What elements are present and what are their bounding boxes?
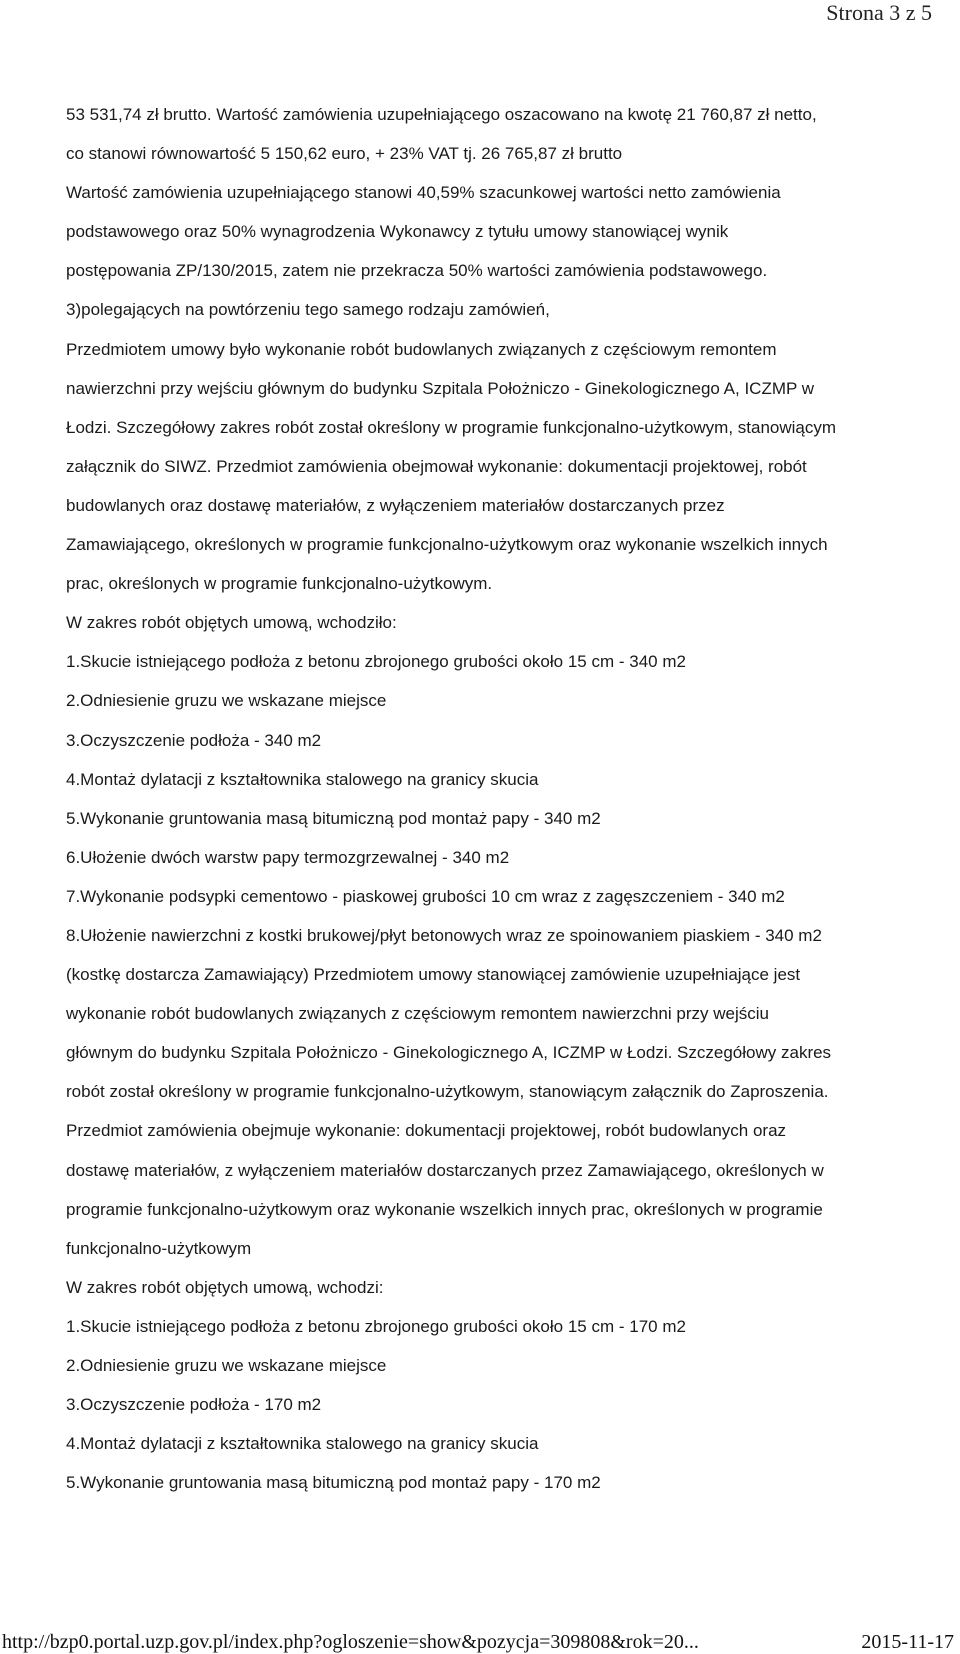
body-line: funkcjonalno-użytkowym [66,1238,252,1258]
body-line: Zamawiającego, określonych w programie funkcjonalno-użytkowym oraz wykonanie wszelkich innych [66,535,828,555]
list-item: 6.Ułożenie dwóch warstw papy termozgrzewalnej - 340 m2 [66,847,510,867]
body-line: (kostkę dostarcza Zamawiający) Przedmiotem umowy stanowiącej zamówienie uzupełniające jest [66,965,801,985]
body-line: postępowania ZP/130/2015, zatem nie przekracza 50% wartości zamówienia podstawowego. [66,261,768,281]
body-line: nawierzchni przy wejściu głównym do budynku Szpitala Położniczo - Ginekologicznego A, ICZMP w [66,378,815,398]
list-item: 1.Skucie istniejącego podłoża z betonu zbrojonego grubości około 15 cm - 340 m2 [66,652,686,672]
body-line: budowlanych oraz dostawę materiałów, z wyłączeniem materiałów dostarczanych przez [66,495,725,515]
footer-url: http://bzp0.portal.uzp.gov.pl/index.php?ogloszenie=show&pozycja=309808&rok=20... [2,1631,699,1653]
body-line: Przedmiot zamówienia obejmuje wykonanie: dokumentacji projektowej, robót budowlanych oraz [66,1121,787,1141]
list-item: 7.Wykonanie podsypki cementowo - piaskowej grubości 10 cm wraz z zagęszczeniem - 340 m2 [66,886,785,906]
body-line: 3)polegających na powtórzeniu tego samego rodzaju zamówień, [66,300,550,320]
list-item: 3.Oczyszczenie podłoża - 340 m2 [66,730,322,750]
list-heading: W zakres robót objętych umową, wchodzi: [66,1277,384,1297]
body-line: 53 531,74 zł brutto. Wartość zamówienia uzupełniającego oszacowano na kwotę 21 760,87 zł netto, [66,105,817,124]
list-item: 5.Wykonanie gruntowania masą bitumiczną pod montaż papy - 340 m2 [66,808,601,828]
body-line: dostawę materiałów, z wyłączeniem materiałów dostarczanych przez Zamawiającego, określonych w [66,1160,824,1180]
list-item: 2.Odniesienie gruzu we wskazane miejsce [66,691,387,711]
page-footer [0,1630,960,1654]
footer-date: 2015-11-17 [861,1631,954,1653]
body-line: programie funkcjonalno-użytkowym oraz wykonanie wszelkich innych prac, określonych w programie [66,1199,823,1219]
body-line: Przedmiotem umowy było wykonanie robót budowlanych związanych z częściowym remontem [66,339,777,359]
body-line: Łodzi. Szczegółowy zakres robót został określony w programie funkcjonalno-użytkowym, stanowiącym [66,417,837,437]
body-line: Wartość zamówienia uzupełniającego stanowi 40,59% szacunkowej wartości netto zamówienia [66,183,781,203]
list-item: 8.Ułożenie nawierzchni z kostki brukowej/płyt betonowych wraz ze spoinowaniem piaskiem - 340 m2 [66,925,822,945]
body-line: prac, określonych w programie funkcjonalno-użytkowym. [66,574,493,594]
list-item: 2.Odniesienie gruzu we wskazane miejsce [66,1356,387,1375]
body-line: co stanowi równowartość 5 150,62 euro, + 23% VAT tj. 26 765,87 zł brutto [66,144,623,164]
page-number-header: Strona 3 z 5 [826,0,932,25]
body-line: załącznik do SIWZ. Przedmiot zamówienia obejmował wykonanie: dokumentacji projektowej, robót [66,456,807,476]
body-line: wykonanie robót budowlanych związanych z częściowym remontem nawierzchni przy wejściu [66,1004,769,1024]
list-item: 4.Montaż dylatacji z kształtownika stalowego na granicy skucia [66,1434,539,1454]
body-line: głównym do budynku Szpitala Położniczo - Ginekologicznego A, ICZMP w Łodzi. Szczegółowy zakres [66,1043,832,1063]
list-item: 1.Skucie istniejącego podłoża z betonu zbrojonego grubości około 15 cm - 170 m2 [66,1316,686,1336]
document-body [66,103,956,1510]
list-item: 4.Montaż dylatacji z kształtownika stalowego na granicy skucia [66,769,539,789]
body-line: podstawowego oraz 50% wynagrodzenia Wykonawcy z tytułu umowy stanowiącej wynik [66,222,729,242]
body-line: robót został określony w programie funkcjonalno-użytkowym, stanowiącym załącznik do Zaproszenia. [66,1082,829,1102]
list-heading: W zakres robót objętych umową, wchodziło: [66,613,397,633]
list-item: 3.Oczyszczenie podłoża - 170 m2 [66,1395,322,1415]
list-item: 5.Wykonanie gruntowania masą bitumiczną pod montaż papy - 170 m2 [66,1473,601,1493]
